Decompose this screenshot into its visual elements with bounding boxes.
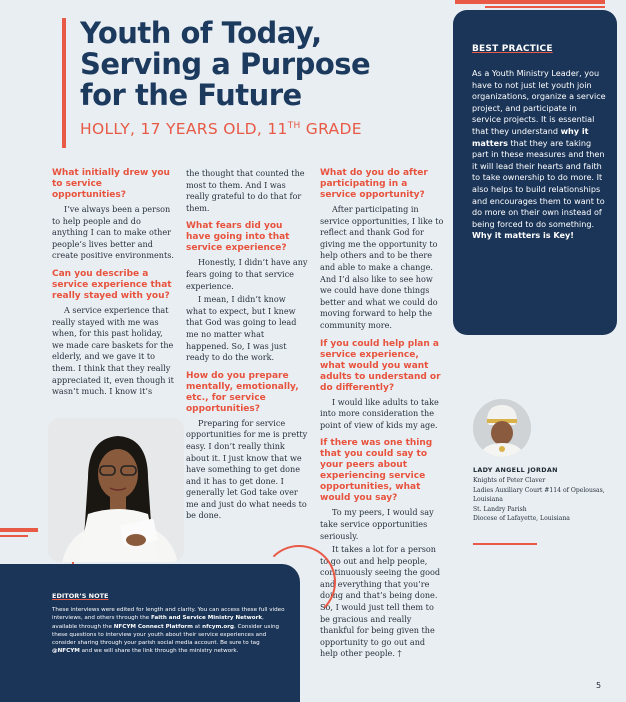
interview-answer: I would like adults to take into more consideration the point of view of kids my age. bbox=[320, 396, 439, 430]
interview-question: How do you prepare mentally, emotionally, etc., for service opportunities? bbox=[186, 370, 299, 414]
interview-answer: A service experience that really stayed with me was when, for this past holiday, we made care baskets for the elderly, and we gave it to them. I think that they really appreciated it, even though it wasn’t much. I know it’s bbox=[52, 304, 174, 397]
column-2 bbox=[186, 168, 308, 529]
editors-note-text bbox=[52, 606, 287, 656]
title-accent-bar bbox=[62, 18, 66, 148]
youth-photo bbox=[48, 418, 184, 562]
interview-answer: It takes a lot for a person to go out and help people, continuously seeing the good and everything that you’re doing and that’s being done. So, I would just tell them to be gracious and really thankful for being given the opportunity to go out and help other people. † bbox=[320, 544, 441, 659]
column-3 bbox=[320, 168, 444, 667]
editors-note-text-part: at bbox=[192, 623, 203, 630]
editors-note-text-part: , available through the bbox=[52, 615, 264, 630]
editors-note-emphasis: Faith and Service Ministry Network bbox=[151, 615, 263, 622]
editors-note-handle: @NFCYM bbox=[52, 648, 80, 655]
interview-answer: Honestly, I didn’t have any fears going to that service experience. bbox=[186, 257, 308, 291]
interview-answer: the thought that counted the most to them. And I was really grateful to do that for them. bbox=[186, 168, 305, 213]
interview-answer: After participating in service opportunities, I like to reflect and thank God for giving me the opportunity to help others and to be there and able to make a change. And I’d also like to see how we could have done things better and what we could do moving forward to help the community more. bbox=[320, 204, 444, 330]
interview-question: If there was one thing that you could say to your peers about experiencing service opportunities, what would you say? bbox=[320, 438, 433, 504]
article-subtitle bbox=[80, 120, 370, 138]
best-practice-text-part: As a Youth Ministry Leader, you have to not just let youth join organizations, organize a service project, and participate in service projects. It is essential that they understand bbox=[472, 68, 606, 136]
interview-question: What fears did you have going into that service experience? bbox=[186, 221, 290, 254]
author-affiliation-line: Ladies Auxiliary Court #114 of Opelousas, Louisiana bbox=[473, 486, 605, 503]
editors-note-link[interactable]: nfcym.org bbox=[202, 623, 235, 630]
author-affiliation-line: St. Landry Parish bbox=[473, 505, 527, 513]
best-practice-title: BEST PRACTICE bbox=[472, 44, 553, 54]
editors-note-text-part: . Consider using these questions to interview your youth about their service experiences and consider sharing through your parish social media account. Be sure to tag bbox=[52, 623, 280, 647]
best-practice-emphasis: why it matters bbox=[472, 125, 589, 148]
author-affiliation bbox=[473, 476, 613, 524]
interview-question: Can you describe a service experience that really stayed with you? bbox=[52, 268, 172, 301]
interview-answer: Preparing for service opportunities for me is pretty easy. I don’t really think about it. I just know that we have something to get done and it has to get done. I generally let God take over me and just do what needs to be done. bbox=[186, 417, 308, 521]
column-1 bbox=[52, 168, 174, 405]
subtitle-text: HOLLY, 17 YEARS OLD, 11 bbox=[80, 120, 288, 138]
editors-note-text-part: These interviews were edited for length and clarity. You can access these full video interviews, and others through the bbox=[52, 607, 285, 622]
title-line: Serving a Purpose bbox=[80, 47, 371, 81]
subtitle-superscript: TH bbox=[287, 120, 301, 131]
author-accent-rule bbox=[473, 543, 537, 545]
interview-answer: To my peers, I would say take service opportunities seriously. bbox=[320, 507, 434, 541]
article-title bbox=[80, 18, 380, 111]
title-line: Youth of Today, bbox=[80, 16, 322, 50]
editors-note-title: EDITOR’S NOTE bbox=[52, 592, 109, 600]
author-affiliation-line: Diocese of Lafayette, Louisiana bbox=[473, 515, 570, 522]
interview-question: What do you do after participating in a service opportunity? bbox=[320, 168, 428, 200]
top-accent-stripe-thin bbox=[485, 6, 605, 8]
author-affiliation-line: Knights of Peter Claver bbox=[473, 477, 546, 484]
title-line: for the Future bbox=[80, 78, 302, 112]
top-accent-stripe bbox=[455, 0, 605, 4]
editors-note-emphasis: NFCYM Connect Platform bbox=[113, 623, 193, 630]
interview-question: If you could help plan a service experience, what would you want adults to understand or do differently? bbox=[320, 338, 441, 393]
interview-question: What initially drew you to service opportunities? bbox=[52, 168, 170, 200]
author-avatar bbox=[473, 399, 531, 457]
best-practice-text bbox=[472, 68, 607, 242]
subtitle-text-end: GRADE bbox=[300, 120, 362, 138]
best-practice-text-part: that they are taking part in these measures and then it will lead their hearts and faith to take ownership to do more. It also helps to build relationships and encourages them to want to do more on their own instead of being forced to do something. bbox=[472, 137, 605, 229]
interview-answer: I’ve always been a person to help people and do anything I can to make other people’s lives better and create positive environments. bbox=[52, 204, 174, 261]
page-number: 5 bbox=[596, 681, 602, 690]
author-name: LADY ANGELL JORDAN bbox=[473, 466, 558, 474]
editors-note-text-part: and we will share the link through the ministry network. bbox=[79, 648, 239, 655]
interview-answer: I mean, I didn’t know what to expect, but I knew that God was going to lead me no matter what happened. So, I was just ready to do the work. bbox=[186, 294, 297, 363]
best-practice-emphasis: Why it matters is Key! bbox=[472, 230, 574, 241]
